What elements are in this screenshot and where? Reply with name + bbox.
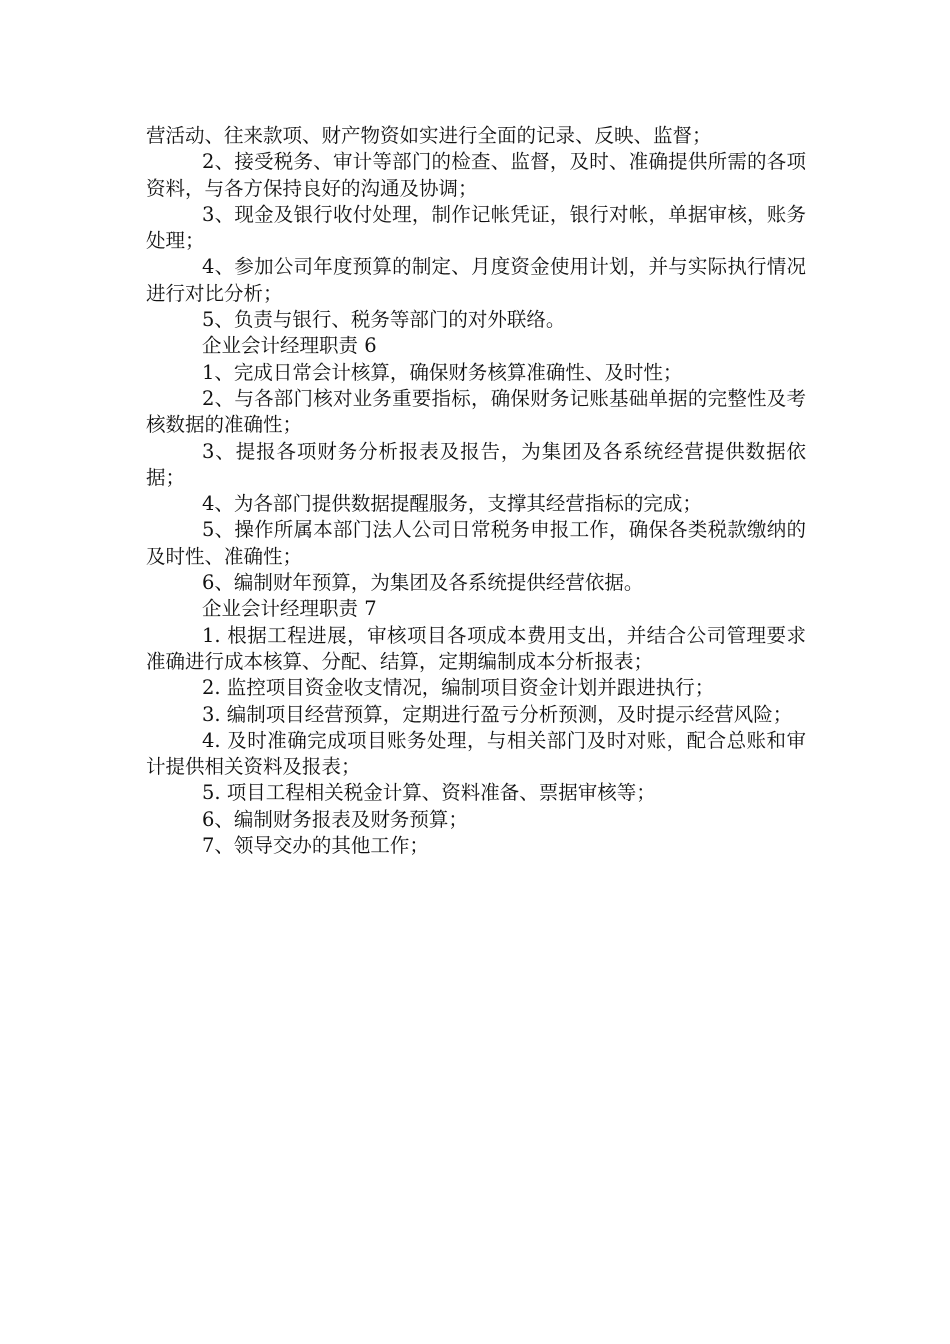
list-item: 4、参加公司年度预算的制定、月度资金使用计划，并与实际执行情况进行对比分析； [146,255,806,305]
section-heading: 企业会计经理职责 7 [202,597,377,621]
section-heading: 企业会计经理职责 6 [202,334,377,358]
list-item: 4、为各部门提供数据提醒服务，支撑其经营指标的完成； [202,492,702,516]
list-item: 3、提报各项财务分析报表及报告，为集团及各系统经营提供数据依据； [146,439,806,489]
document-page [146,123,806,859]
list-item: 7、领导交办的其他工作； [202,834,429,858]
list-item: 2、与各部门核对业务重要指标，确保财务记账基础单据的完整性及考核数据的准确性； [146,386,806,437]
list-item: 3、现金及银行收付处理，制作记帐凭证，银行对帐，单据审核，账务处理； [146,202,806,253]
list-item: 5、操作所属本部门法人公司日常税务申报工作，确保各类税款缴纳的及时性、准确性； [146,518,806,568]
list-item: 2. 监控项目资金收支情况，编制项目资金计划并跟进执行； [202,676,715,700]
list-item: 5、负责与银行、税务等部门的对外联络。 [202,308,566,332]
list-item: 3. 编制项目经营预算，定期进行盈亏分析预测，及时提示经营风险； [202,702,793,726]
list-item: 6、编制财务报表及财务预算； [202,807,468,831]
list-item: 1. 根据工程进展，审核项目各项成本费用支出，并结合公司管理要求准确进行成本核算、分配、结算，定期编制成本分析报表； [146,623,806,673]
paragraph-continuation: 营活动、往来款项、财产物资如实进行全面的记录、反映、监督； [146,124,712,147]
list-item: 6、编制财年预算，为集团及各系统提供经营依据。 [202,571,644,595]
list-item: 2、接受税务、审计等部门的检查、监督，及时、准确提供所需的各项资料，与各方保持良好的沟通及协调； [146,150,806,200]
list-item: 4. 及时准确完成项目账务处理，与相关部门及时对账，配合总账和审计提供相关资料及报表； [146,728,806,779]
list-item: 5. 项目工程相关税金计算、资料准备、票据审核等； [202,781,656,805]
list-item: 1、完成日常会计核算，确保财务核算准确性、及时性； [202,360,683,384]
